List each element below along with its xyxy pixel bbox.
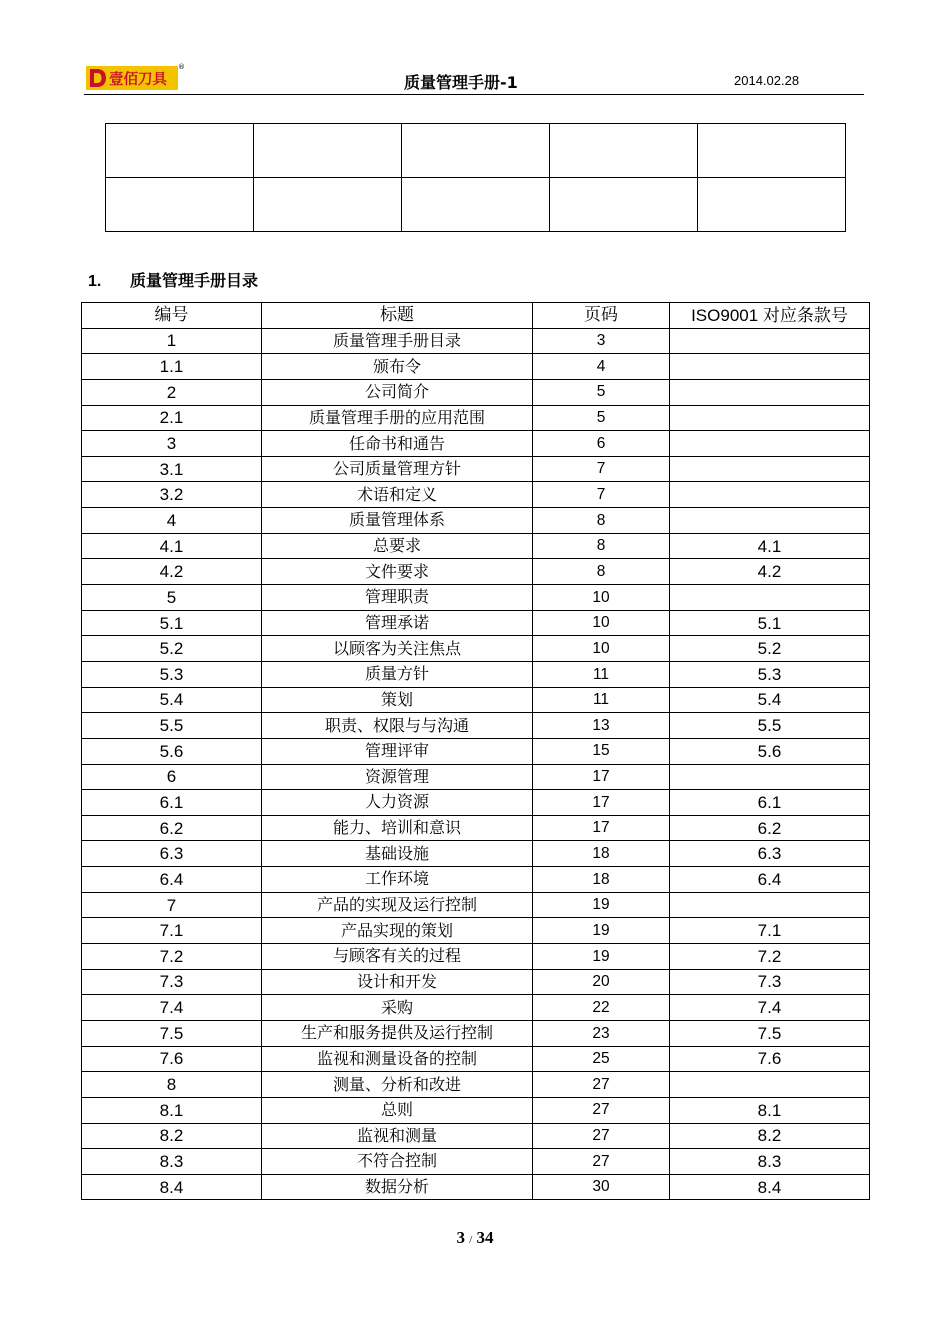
header-number: 编号	[82, 303, 262, 329]
toc-cell-page: 27	[533, 1149, 670, 1175]
toc-row	[82, 559, 870, 585]
toc-cell-title: 产品实现的策划	[262, 918, 533, 944]
toc-cell-page: 7	[533, 482, 670, 508]
toc-table	[81, 302, 870, 1200]
toc-row	[82, 944, 870, 970]
toc-cell-title: 总则	[262, 1097, 533, 1123]
toc-cell-title: 不符合控制	[262, 1149, 533, 1175]
toc-row	[82, 585, 870, 611]
toc-cell-number: 6.3	[82, 841, 262, 867]
toc-cell-page: 27	[533, 1072, 670, 1098]
toc-cell-number: 5.1	[82, 610, 262, 636]
section-number: 1.	[88, 273, 102, 290]
toc-cell-iso-clause: 5.2	[670, 636, 870, 662]
toc-row	[82, 892, 870, 918]
toc-cell-page: 5	[533, 379, 670, 405]
toc-cell-page: 10	[533, 636, 670, 662]
toc-cell-number: 8.1	[82, 1097, 262, 1123]
toc-cell-iso-clause: 6.3	[670, 841, 870, 867]
toc-cell-title: 能力、培训和意识	[262, 815, 533, 841]
toc-cell-page: 3	[533, 328, 670, 354]
header-page: 页码	[533, 303, 670, 329]
toc-cell-number: 8	[82, 1072, 262, 1098]
toc-cell-page: 4	[533, 354, 670, 380]
toc-row	[82, 764, 870, 790]
toc-cell-iso-clause	[670, 431, 870, 457]
toc-cell-page: 17	[533, 815, 670, 841]
toc-row	[82, 379, 870, 405]
toc-cell-page: 22	[533, 995, 670, 1021]
toc-cell-number: 5.4	[82, 687, 262, 713]
toc-header-row	[82, 303, 870, 329]
toc-cell-page: 13	[533, 713, 670, 739]
toc-cell-page: 20	[533, 969, 670, 995]
toc-cell-title: 生产和服务提供及运行控制	[262, 1020, 533, 1046]
toc-cell-title: 质量管理体系	[262, 508, 533, 534]
toc-cell-title: 职责、权限与与沟通	[262, 713, 533, 739]
section-heading	[88, 268, 258, 291]
toc-cell-number: 8.3	[82, 1149, 262, 1175]
toc-row	[82, 328, 870, 354]
toc-cell-title: 资源管理	[262, 764, 533, 790]
toc-cell-page: 8	[533, 533, 670, 559]
toc-cell-iso-clause: 8.2	[670, 1123, 870, 1149]
total-pages: 34	[476, 1228, 494, 1247]
toc-cell-iso-clause: 4.2	[670, 559, 870, 585]
toc-row	[82, 354, 870, 380]
toc-body	[82, 328, 870, 1200]
toc-cell-iso-clause: 6.2	[670, 815, 870, 841]
toc-cell-title: 与顾客有关的过程	[262, 944, 533, 970]
toc-cell-number: 3.1	[82, 456, 262, 482]
toc-cell-page: 8	[533, 508, 670, 534]
toc-cell-page: 5	[533, 405, 670, 431]
toc-row	[82, 687, 870, 713]
toc-cell-title: 采购	[262, 995, 533, 1021]
toc-cell-number: 7.3	[82, 969, 262, 995]
toc-cell-iso-clause: 7.4	[670, 995, 870, 1021]
toc-cell-iso-clause: 5.1	[670, 610, 870, 636]
toc-cell-page: 11	[533, 687, 670, 713]
toc-cell-number: 6	[82, 764, 262, 790]
signature-cell	[550, 178, 698, 232]
toc-cell-page: 17	[533, 790, 670, 816]
company-logo	[86, 66, 178, 90]
toc-cell-iso-clause: 6.1	[670, 790, 870, 816]
toc-cell-page: 18	[533, 841, 670, 867]
toc-cell-title: 基础设施	[262, 841, 533, 867]
toc-cell-iso-clause: 7.2	[670, 944, 870, 970]
toc-cell-iso-clause: 5.4	[670, 687, 870, 713]
toc-cell-page: 27	[533, 1123, 670, 1149]
toc-row	[82, 661, 870, 687]
toc-cell-page: 6	[533, 431, 670, 457]
page-separator: /	[469, 1234, 473, 1246]
toc-cell-number: 2	[82, 379, 262, 405]
toc-cell-title: 监视和测量设备的控制	[262, 1046, 533, 1072]
toc-cell-page: 25	[533, 1046, 670, 1072]
toc-cell-number: 4	[82, 508, 262, 534]
toc-cell-title: 监视和测量	[262, 1123, 533, 1149]
toc-row	[82, 1072, 870, 1098]
toc-cell-title: 产品的实现及运行控制	[262, 892, 533, 918]
toc-cell-iso-clause	[670, 764, 870, 790]
toc-cell-iso-clause: 4.1	[670, 533, 870, 559]
signature-table	[105, 123, 846, 232]
toc-row	[82, 636, 870, 662]
toc-cell-number: 5.5	[82, 713, 262, 739]
toc-row	[82, 482, 870, 508]
toc-cell-number: 7.1	[82, 918, 262, 944]
toc-cell-title: 管理评审	[262, 738, 533, 764]
toc-cell-number: 1	[82, 328, 262, 354]
signature-cell	[254, 178, 402, 232]
signature-cell	[106, 124, 254, 178]
header-iso-clause: ISO9001 对应条款号	[670, 303, 870, 329]
toc-cell-number: 8.4	[82, 1174, 262, 1200]
toc-cell-number: 3	[82, 431, 262, 457]
toc-cell-iso-clause	[670, 585, 870, 611]
toc-cell-number: 6.2	[82, 815, 262, 841]
toc-row	[82, 1097, 870, 1123]
toc-cell-title: 任命书和通告	[262, 431, 533, 457]
toc-cell-page: 19	[533, 892, 670, 918]
toc-cell-title: 文件要求	[262, 559, 533, 585]
toc-cell-iso-clause	[670, 379, 870, 405]
toc-cell-title: 策划	[262, 687, 533, 713]
toc-row	[82, 1149, 870, 1175]
page-header	[84, 62, 864, 95]
toc-cell-title: 颁布令	[262, 354, 533, 380]
toc-cell-page: 10	[533, 585, 670, 611]
toc-row	[82, 790, 870, 816]
toc-cell-page: 10	[533, 610, 670, 636]
toc-cell-number: 5.6	[82, 738, 262, 764]
toc-row	[82, 738, 870, 764]
signature-cell	[254, 124, 402, 178]
toc-cell-number: 6.1	[82, 790, 262, 816]
signature-cell	[402, 124, 550, 178]
toc-cell-title: 质量方针	[262, 661, 533, 687]
logo-d-icon	[89, 68, 107, 88]
logo-text: 壹佰刀具	[109, 71, 167, 88]
toc-row	[82, 405, 870, 431]
signature-row	[106, 178, 846, 232]
toc-cell-iso-clause	[670, 354, 870, 380]
page-footer	[0, 1228, 950, 1248]
toc-cell-number: 4.1	[82, 533, 262, 559]
toc-row	[82, 456, 870, 482]
toc-cell-page: 15	[533, 738, 670, 764]
toc-cell-number: 6.4	[82, 867, 262, 893]
toc-cell-page: 7	[533, 456, 670, 482]
toc-cell-iso-clause: 7.6	[670, 1046, 870, 1072]
toc-cell-number: 5.2	[82, 636, 262, 662]
toc-cell-title: 质量管理手册的应用范围	[262, 405, 533, 431]
toc-cell-number: 1.1	[82, 354, 262, 380]
toc-cell-iso-clause: 5.5	[670, 713, 870, 739]
toc-cell-title: 设计和开发	[262, 969, 533, 995]
signature-cell	[550, 124, 698, 178]
toc-cell-page: 18	[533, 867, 670, 893]
current-page: 3	[456, 1228, 465, 1247]
toc-row	[82, 1174, 870, 1200]
toc-cell-number: 4.2	[82, 559, 262, 585]
toc-row	[82, 867, 870, 893]
toc-cell-iso-clause: 8.3	[670, 1149, 870, 1175]
toc-cell-number: 5	[82, 585, 262, 611]
toc-cell-title: 管理职责	[262, 585, 533, 611]
toc-cell-number: 8.2	[82, 1123, 262, 1149]
toc-cell-page: 17	[533, 764, 670, 790]
toc-cell-number: 2.1	[82, 405, 262, 431]
toc-cell-iso-clause	[670, 892, 870, 918]
toc-cell-page: 19	[533, 918, 670, 944]
toc-cell-number: 7	[82, 892, 262, 918]
toc-cell-iso-clause	[670, 405, 870, 431]
toc-row	[82, 841, 870, 867]
toc-cell-page: 23	[533, 1020, 670, 1046]
toc-cell-page: 27	[533, 1097, 670, 1123]
toc-cell-title: 公司质量管理方针	[262, 456, 533, 482]
toc-row	[82, 713, 870, 739]
toc-row	[82, 508, 870, 534]
header-title: 标题	[262, 303, 533, 329]
toc-cell-title: 以顾客为关注焦点	[262, 636, 533, 662]
toc-row	[82, 918, 870, 944]
toc-cell-title: 工作环境	[262, 867, 533, 893]
toc-cell-page: 11	[533, 661, 670, 687]
toc-cell-iso-clause: 5.3	[670, 661, 870, 687]
toc-cell-iso-clause	[670, 1072, 870, 1098]
toc-row	[82, 815, 870, 841]
toc-cell-number: 7.2	[82, 944, 262, 970]
toc-cell-title: 测量、分析和改进	[262, 1072, 533, 1098]
toc-cell-iso-clause	[670, 482, 870, 508]
toc-cell-iso-clause: 7.1	[670, 918, 870, 944]
toc-row	[82, 1020, 870, 1046]
document-date: 2014.02.28	[734, 73, 800, 88]
registered-mark: ®	[178, 63, 185, 71]
toc-row	[82, 431, 870, 457]
toc-row	[82, 533, 870, 559]
signature-cell	[402, 178, 550, 232]
toc-cell-number: 7.5	[82, 1020, 262, 1046]
toc-cell-iso-clause	[670, 328, 870, 354]
toc-row	[82, 1123, 870, 1149]
toc-cell-number: 7.6	[82, 1046, 262, 1072]
toc-cell-iso-clause: 6.4	[670, 867, 870, 893]
toc-row	[82, 610, 870, 636]
toc-cell-iso-clause: 5.6	[670, 738, 870, 764]
toc-cell-title: 公司简介	[262, 379, 533, 405]
toc-cell-title: 总要求	[262, 533, 533, 559]
toc-cell-title: 管理承诺	[262, 610, 533, 636]
toc-cell-page: 8	[533, 559, 670, 585]
toc-cell-iso-clause: 7.3	[670, 969, 870, 995]
toc-cell-iso-clause	[670, 508, 870, 534]
toc-cell-number: 5.3	[82, 661, 262, 687]
signature-cell	[106, 178, 254, 232]
signature-cell	[698, 178, 846, 232]
toc-row	[82, 995, 870, 1021]
document-title: 质量管理手册-1	[404, 73, 518, 92]
toc-row	[82, 1046, 870, 1072]
toc-cell-number: 3.2	[82, 482, 262, 508]
toc-cell-iso-clause: 8.4	[670, 1174, 870, 1200]
toc-cell-title: 人力资源	[262, 790, 533, 816]
toc-cell-iso-clause	[670, 456, 870, 482]
toc-cell-number: 7.4	[82, 995, 262, 1021]
toc-cell-title: 质量管理手册目录	[262, 328, 533, 354]
toc-cell-iso-clause: 8.1	[670, 1097, 870, 1123]
toc-cell-title: 数据分析	[262, 1174, 533, 1200]
section-title: 质量管理手册目录	[130, 271, 259, 290]
toc-cell-page: 19	[533, 944, 670, 970]
toc-cell-title: 术语和定义	[262, 482, 533, 508]
signature-cell	[698, 124, 846, 178]
signature-row	[106, 124, 846, 178]
toc-row	[82, 969, 870, 995]
toc-cell-iso-clause: 7.5	[670, 1020, 870, 1046]
toc-cell-page: 30	[533, 1174, 670, 1200]
